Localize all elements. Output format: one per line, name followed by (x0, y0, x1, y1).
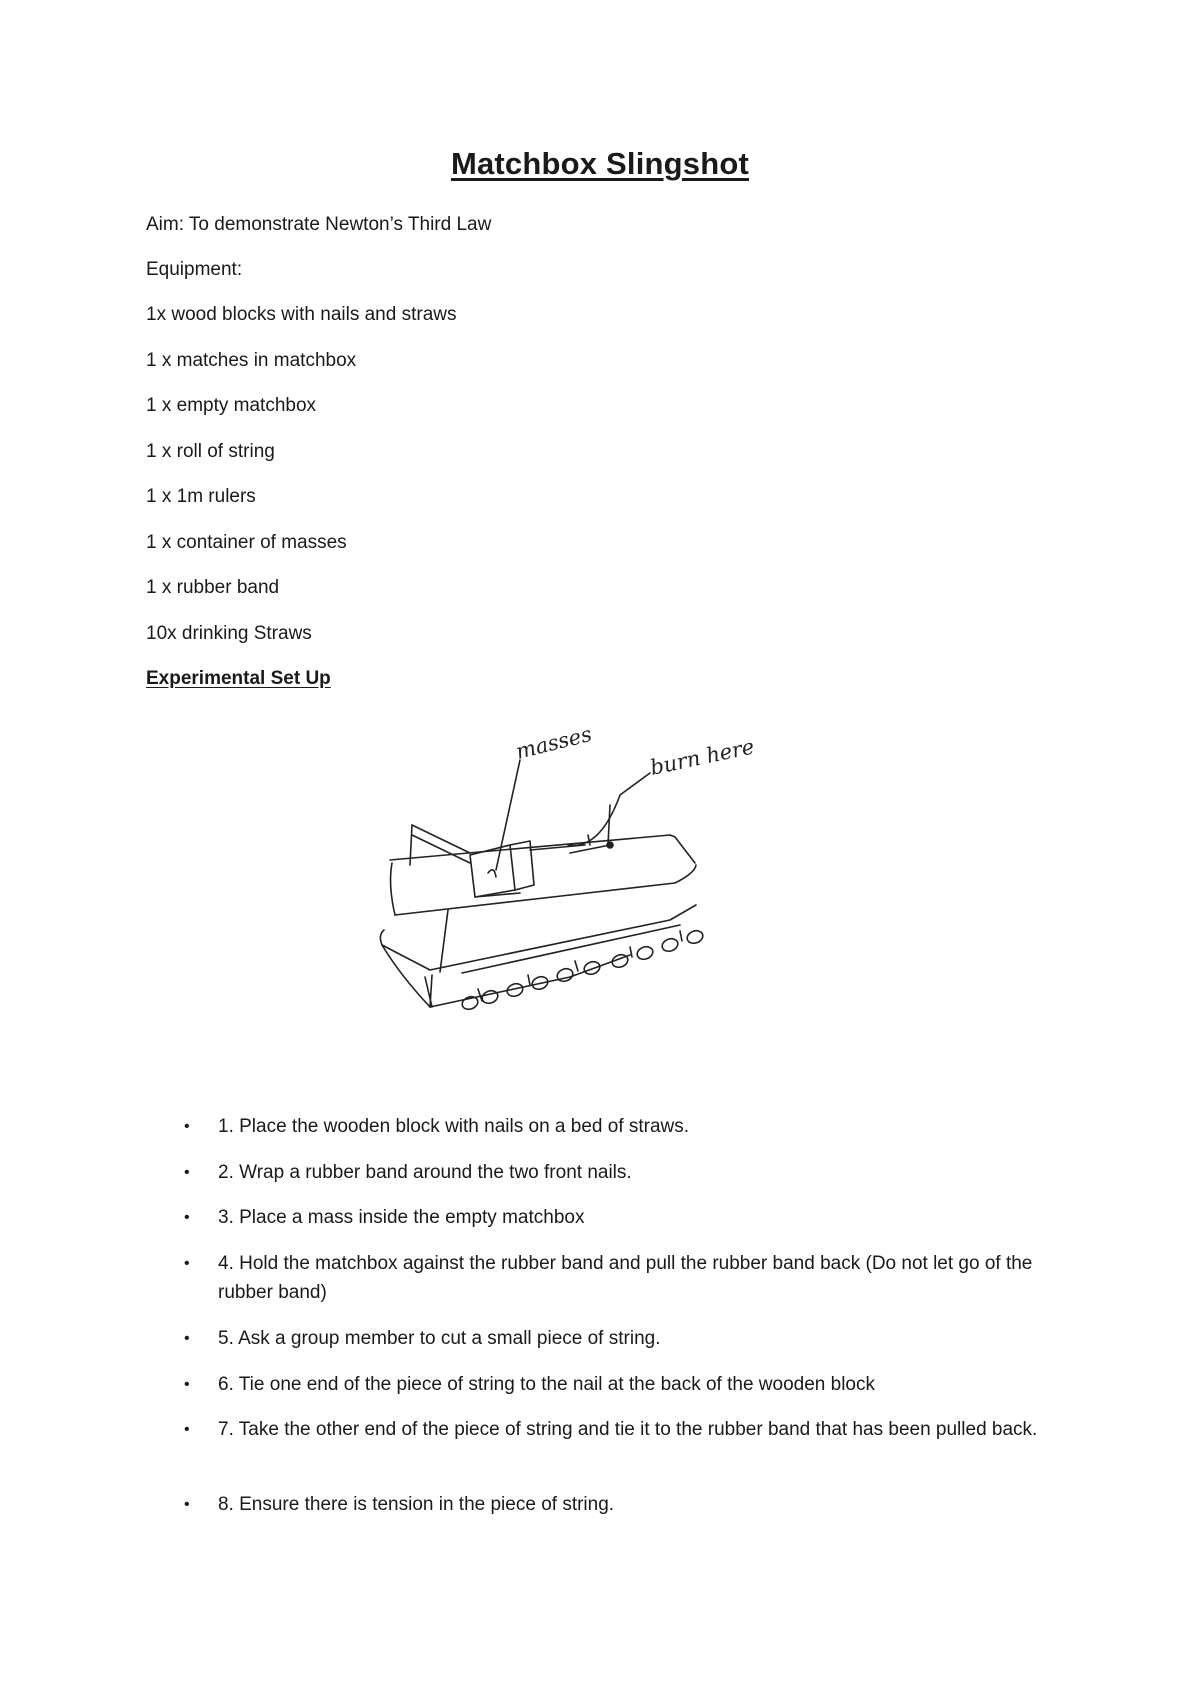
list-item (184, 1112, 1084, 1141)
step-text: 8. Ensure there is tension in the piece of string. (218, 1494, 615, 1515)
equipment-item: 10x drinking Straws (146, 623, 312, 644)
list-item (184, 1203, 1084, 1232)
setup-sketch (370, 721, 800, 1070)
equipment-item: 1 x matches in matchbox (146, 350, 357, 371)
bullet: • (184, 1496, 190, 1513)
bullet: • (184, 1330, 190, 1347)
list-item (184, 1249, 1084, 1307)
step-text: 7. Take the other end of the piece of string and tie it to the rubber band that has been pulled back. (218, 1419, 1038, 1440)
setup-heading: Experimental Set Up (146, 668, 331, 689)
step-text: 1. Place the wooden block with nails on a bed of straws. (218, 1116, 690, 1137)
list-item (184, 1324, 1084, 1353)
list-item (184, 1158, 1084, 1187)
bullet: • (184, 1421, 190, 1438)
step-text: 3. Place a mass inside the empty matchbox (218, 1207, 585, 1228)
bullet: • (184, 1118, 190, 1135)
equipment-item: 1 x roll of string (146, 441, 275, 462)
equipment-heading: Equipment: (146, 259, 243, 280)
step-text: 5. Ask a group member to cut a small piece of string. (218, 1328, 661, 1349)
equipment-item: 1x wood blocks with nails and straws (146, 304, 457, 325)
list-item (184, 1415, 1084, 1444)
page-title: Matchbox Slingshot (450, 146, 750, 181)
list-item (184, 1370, 1084, 1399)
step-text: 2. Wrap a rubber band around the two front nails. (218, 1162, 632, 1183)
bullet: • (184, 1164, 190, 1181)
equipment-item: 1 x 1m rulers (146, 486, 256, 507)
step-text: 6. Tie one end of the piece of string to the nail at the back of the wooden block (218, 1374, 875, 1395)
bullet: • (184, 1255, 190, 1272)
equipment-item: 1 x empty matchbox (146, 395, 317, 416)
sketch-label-masses: masses (513, 721, 595, 764)
sketch-label-band: burn here (648, 734, 757, 780)
list-item (184, 1490, 1084, 1519)
bullet: • (184, 1209, 190, 1226)
aim-line: Aim: To demonstrate Newton’s Third Law (146, 214, 492, 235)
step-text: 4. Hold the matchbox against the rubber band and pull the rubber band back (Do not let go of the rubber band) (218, 1253, 1033, 1303)
equipment-item: 1 x container of masses (146, 532, 347, 553)
bullet: • (184, 1376, 190, 1393)
equipment-item: 1 x rubber band (146, 577, 280, 598)
